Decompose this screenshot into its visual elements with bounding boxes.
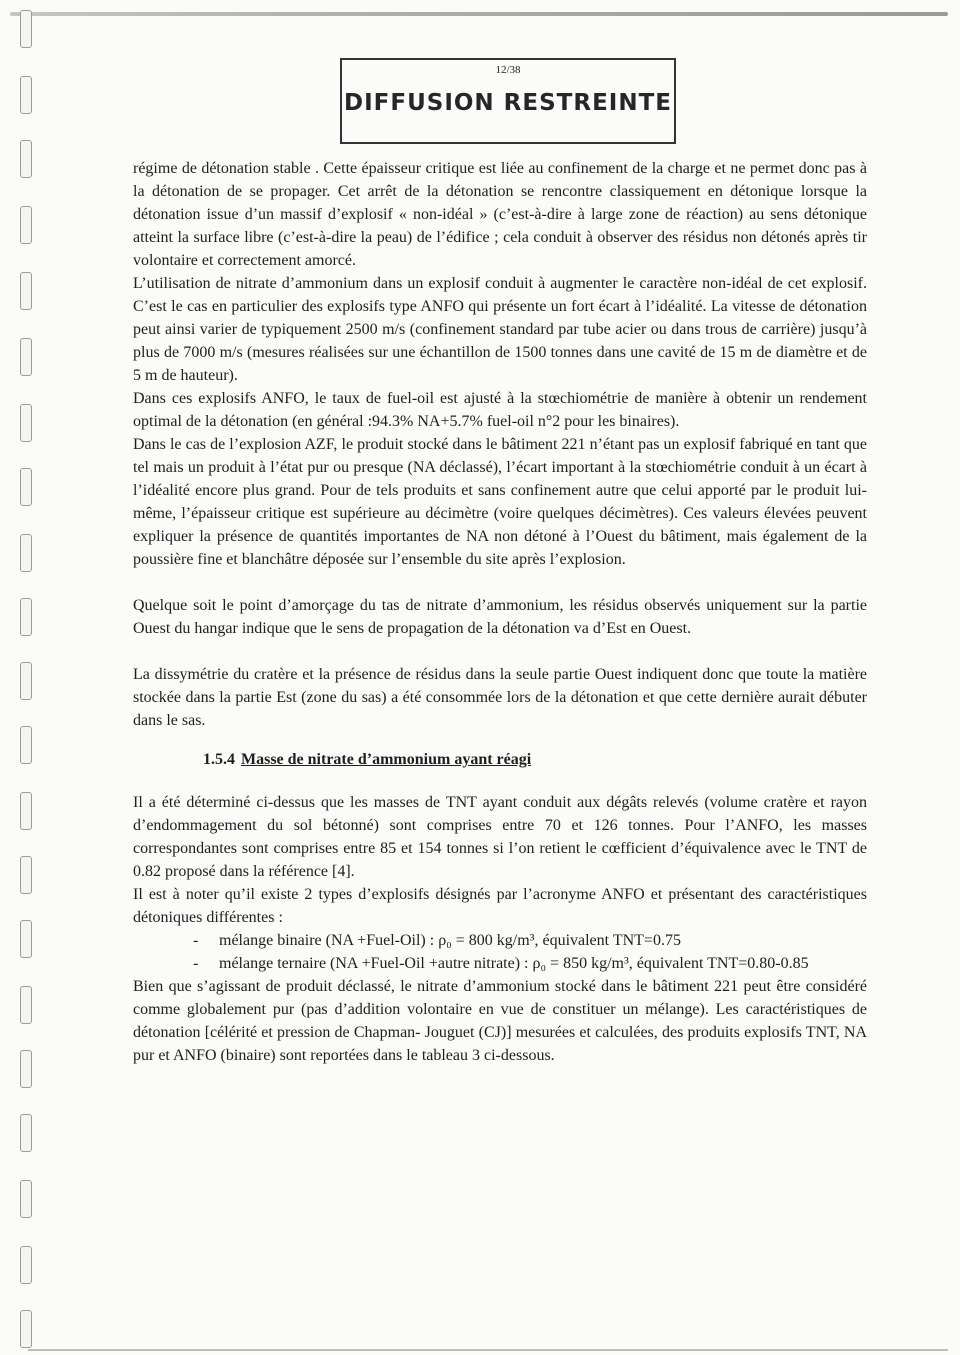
list-item-text: mélange binaire (NA +Fuel-Oil) : ρ₀ = 800 kg/m³, équivalent TNT=0.75 — [219, 932, 681, 949]
paragraph: régime de détonation stable . Cette épaisseur critique est liée au confinement de la charge et ne permet donc pas à la détonation de se propager. Cet arrêt de la détonation se rencontre classiquement en détonique lorsque la détonation issue d’un massif d’explosif « non-idéal » (c’est-à-dire à large zone de réaction) au sens détonique atteint la surface libre (c’est-à-dire la peau) de l’édifice ; cela conduit à observer des résidus non détonés après tir volontaire et correctement amorcé. — [133, 160, 867, 269]
binder-hole — [20, 1180, 32, 1218]
section-number: 1.5.4 — [203, 751, 235, 768]
paragraph: La dissymétrie du cratère et la présence de résidus dans la seule partie Ouest indiquent donc que toute la matière stockée dans la partie Est (zone du sas) a été consommée lors de la détonation et que cette dernière aurait débuter dans le sas. — [133, 666, 867, 729]
binder-hole — [20, 1246, 32, 1284]
paragraph: Dans le cas de l’explosion AZF, le produit stocké dans le bâtiment 221 n’étant pas un explosif fabriqué en tant que tel mais un produit à l’état pur ou presque (NA déclassé), l’écart important à la stœchiométrie conduit à un écart à l’idéalité encore plus grand. Pour de tels produits et sans confinement autre que celui apporté par le produit lui-même, l’épaisseur critique est supérieure au décimètre (voire quelques décimètres). Ces valeurs élevées peuvent expliquer la présence de quantités importantes de NA non détoné à l’Ouest du bâtiment, mais également de la poussière fine et blanchâtre déposée sur l’ensemble du site après l’explosion. — [133, 436, 867, 568]
binder-hole — [20, 920, 32, 958]
binder-hole — [20, 986, 32, 1024]
paragraph: Quelque soit le point d’amorçage du tas de nitrate d’ammonium, les résidus observés uniquement sur la partie Ouest du hangar indique que le sens de propagation de la détonation va d’Est en Ouest. — [133, 597, 867, 637]
bullet-dash: - — [193, 955, 199, 972]
classification-label: DIFFUSION RESTREINTE — [344, 90, 672, 116]
binder-hole — [20, 598, 32, 636]
binder-hole — [20, 726, 32, 764]
binder-hole — [20, 468, 32, 506]
binder-hole — [20, 206, 32, 244]
binder-hole — [20, 1310, 32, 1348]
paragraph: Bien que s’agissant de produit déclassé, le nitrate d’ammonium stocké dans le bâtiment 221 peut être considéré comme globalement pur (pas d’addition volontaire en vue de constituer un mélange). Les caractéristiques de détonation [célérité et pression de Chapman- Jouguet (CJ)] mesurées et calculées, des produits explosifs TNT, NA pur et ANFO (binaire) sont reportées dans le tableau 3 ci-dessous. — [133, 978, 867, 1064]
scan-top-edge — [10, 12, 948, 16]
page-number: 12/38 — [495, 64, 521, 76]
binder-hole — [20, 404, 32, 442]
binder-holes — [20, 0, 40, 1355]
list-item-text: mélange ternaire (NA +Fuel-Oil +autre nitrate) : ρ₀ = 850 kg/m³, équivalent TNT=0.80-0.85 — [219, 955, 809, 972]
paragraph: Il a été déterminé ci-dessus que les masses de TNT ayant conduit aux dégâts relevés (volume cratère et rayon d’endommagement du sol bétonné) sont comprises entre 70 et 126 tonnes. Pour l’ANFO, les masses correspondantes sont comprises entre 85 et 154 tonnes si l’on retient le cœfficient d’équivalence avec le TNT de 0.82 proposé dans la référence [4]. — [133, 794, 867, 880]
section-heading — [203, 748, 867, 771]
binder-hole — [20, 1050, 32, 1088]
paragraph: L’utilisation de nitrate d’ammonium dans un explosif conduit à augmenter le caractère non-idéal de cet explosif. C’est le cas en particulier des explosifs type ANFO qui présente un fort écart à l’idéalité. La vitesse de détonation peut ainsi varier de typiquement 2500 m/s (confinement standard par tube acier ou dans trous de carrière) jusqu’à plus de 7000 m/s (mesures réalisées sur une échantillon de 1500 tonnes dans une cavité de 15 m de diamètre et de 5 m de hauteur). — [133, 275, 867, 384]
binder-hole — [20, 792, 32, 830]
list-item — [133, 952, 867, 975]
paragraph: Dans ces explosifs ANFO, le taux de fuel-oil est ajusté à la stœchiométrie de manière à obtenir un rendement optimal de la détonation (en général :94.3% NA+5.7% fuel-oil n°2 pour les binaires). — [133, 390, 867, 430]
binder-hole — [20, 1114, 32, 1152]
binder-hole — [20, 662, 32, 700]
list-item — [133, 929, 867, 952]
bullet-list — [133, 929, 867, 975]
binder-hole — [20, 76, 32, 114]
binder-hole — [20, 338, 32, 376]
binder-hole — [20, 272, 32, 310]
section-title: Masse de nitrate d’ammonium ayant réagi — [241, 751, 532, 768]
classification-stamp — [340, 58, 676, 144]
binder-hole — [20, 10, 32, 48]
binder-hole — [20, 856, 32, 894]
scan-bottom-edge — [28, 1349, 948, 1351]
binder-hole — [20, 534, 32, 572]
bullet-dash: - — [193, 932, 199, 949]
binder-hole — [20, 140, 32, 178]
document-body — [133, 157, 867, 1067]
paragraph: Il est à noter qu’il existe 2 types d’explosifs désignés par l’acronyme ANFO et présentant des caractéristiques détoniques différentes : — [133, 886, 867, 926]
